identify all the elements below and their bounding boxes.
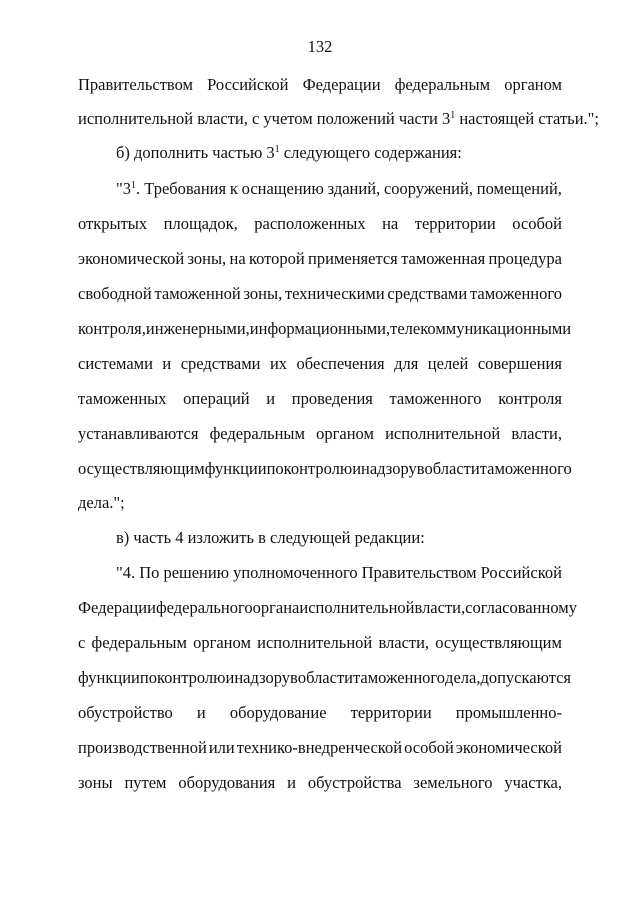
word: надзору [234, 668, 291, 687]
word: федеральным [91, 633, 187, 652]
word: функции [78, 668, 140, 687]
word: применяется [308, 249, 398, 268]
word: функции [204, 459, 267, 478]
word: исполнительной [299, 598, 415, 617]
line-4-word: к [229, 179, 238, 198]
line-2-after: настоящей статьи."; [455, 109, 599, 128]
word: "4. По [116, 563, 160, 582]
text-line-7 [78, 284, 562, 304]
word: площадок, [163, 214, 238, 233]
word: средствами [180, 354, 261, 373]
word: свободной [78, 284, 152, 303]
text-line-3 [116, 143, 562, 163]
text-line-15 [116, 563, 562, 583]
word: для [394, 354, 419, 373]
word: с [78, 633, 86, 652]
word: Российской [207, 75, 289, 94]
word: органом [316, 424, 374, 443]
word: промышленно- [455, 703, 562, 722]
word: контроля, [78, 319, 146, 338]
line-3-after: следующего содержания: [279, 143, 462, 162]
word: таможенная [401, 249, 486, 268]
text-line-20 [78, 738, 562, 758]
word: расположенных [254, 214, 366, 233]
line-4-first-word [116, 179, 226, 199]
word: таможенного [389, 389, 482, 408]
word: уполномоченного [233, 563, 358, 582]
word: и [162, 354, 172, 373]
word: открытых [78, 214, 148, 233]
word: зоны [78, 773, 113, 792]
line-4-prefix: "3 [116, 179, 131, 198]
text-line-6 [78, 249, 562, 269]
word: оборудования [178, 773, 276, 792]
text-line-9 [78, 354, 562, 374]
text-line-10 [78, 389, 562, 409]
word: Федерации [302, 75, 381, 94]
word: территории [414, 214, 496, 233]
word: Федерации [78, 598, 156, 617]
word: по [139, 668, 157, 687]
word: дела, [445, 668, 481, 687]
line-4-word: сооружений, [383, 179, 473, 198]
word: устанавливаются [78, 424, 199, 443]
word: особой [404, 738, 454, 757]
superscript: 1 [131, 180, 136, 191]
line-4-word: . Требования [136, 179, 227, 198]
word: области [424, 459, 480, 478]
word: контролю [156, 668, 226, 687]
word: оборудование [229, 703, 327, 722]
text-line-2 [78, 109, 599, 129]
word: и [225, 668, 235, 687]
line-3-text: б) дополнить частью 3 [116, 143, 275, 162]
word: федеральным [209, 424, 305, 443]
text-line-4 [116, 179, 562, 199]
word: контролю [283, 459, 353, 478]
word: которой [248, 249, 305, 268]
word: органа [252, 598, 300, 617]
word: зоны, [187, 249, 227, 268]
text-line-18 [78, 668, 572, 688]
word: органом [504, 75, 562, 94]
word: на [229, 249, 246, 268]
word: согласованному [465, 598, 577, 617]
text-line-19 [78, 703, 562, 723]
word: территории [350, 703, 432, 722]
word: власти, [511, 424, 562, 443]
text-line-8 [78, 319, 572, 339]
word: Правительством [78, 75, 193, 94]
word: технико-внедренческой [236, 738, 403, 757]
line-4-word: помещений, [476, 179, 562, 198]
word: зоны, [243, 284, 283, 303]
word: органом [193, 633, 251, 652]
word: осуществляющим [435, 633, 562, 652]
word: осуществляющим [78, 459, 205, 478]
word: федеральным [394, 75, 491, 94]
text-line-5 [78, 214, 562, 234]
text-line-1 [78, 75, 562, 95]
page-number: 132 [307, 37, 333, 56]
word: контроля [498, 389, 562, 408]
word: исполнительной [257, 633, 373, 652]
word: целей [427, 354, 469, 373]
word: решению [163, 563, 230, 582]
text-line-13: дела."; [78, 493, 125, 512]
word: таможенного [353, 668, 446, 687]
word: на [382, 214, 399, 233]
word: допускаются [480, 668, 572, 687]
word: таможенного [469, 284, 562, 303]
line-4-word: зданий, [327, 179, 381, 198]
word: Правительством [361, 563, 477, 582]
word: участка, [504, 773, 562, 792]
word: в [416, 459, 425, 478]
word: и [352, 459, 362, 478]
superscript: 1 [274, 144, 280, 155]
word: информационными, [249, 319, 391, 338]
word: и [266, 389, 276, 408]
word: и [287, 773, 296, 792]
word: таможенных [78, 389, 167, 408]
word: процедура [488, 249, 562, 268]
text-line-17 [78, 633, 562, 653]
word: особой [512, 214, 562, 233]
word: власти, [378, 633, 430, 652]
word: таможенного [479, 459, 572, 478]
word: путем [124, 773, 167, 792]
word: обустройство [78, 703, 173, 722]
word: проведения [291, 389, 373, 408]
word: надзору [361, 459, 417, 478]
superscript: 1 [450, 110, 456, 121]
word: средствами [387, 284, 468, 303]
word: системами [78, 354, 153, 373]
word: операций [183, 389, 250, 408]
word: экономической [78, 249, 185, 268]
word: области [297, 668, 353, 687]
word: инженерными, [145, 319, 250, 338]
word: исполнительной [385, 424, 501, 443]
line-4-word: оснащению [241, 179, 324, 198]
word: обустройства [307, 773, 402, 792]
text-line-21 [78, 773, 562, 793]
text-line-12 [78, 459, 572, 479]
word: власти, [414, 598, 466, 617]
text-line-16 [78, 598, 577, 618]
word: и [196, 703, 206, 722]
word: производственной [78, 738, 207, 757]
word: совершения [477, 354, 562, 373]
word: по [266, 459, 284, 478]
word: или [208, 738, 235, 757]
word: экономической [455, 738, 562, 757]
text-line-11 [78, 424, 562, 444]
word: обеспечения [296, 354, 385, 373]
word: их [269, 354, 288, 373]
word: федерального [155, 598, 253, 617]
word: в [290, 668, 298, 687]
word: телекоммуникационными [390, 319, 572, 338]
word: Российской [480, 563, 562, 582]
word: техническими [284, 284, 385, 303]
text-line-14: в) часть 4 изложить в следующей редакции: [116, 528, 425, 547]
word: земельного [413, 773, 493, 792]
line-2-text: исполнительной власти, с учетом положений части 3 [78, 109, 451, 128]
word: таможенной [154, 284, 241, 303]
